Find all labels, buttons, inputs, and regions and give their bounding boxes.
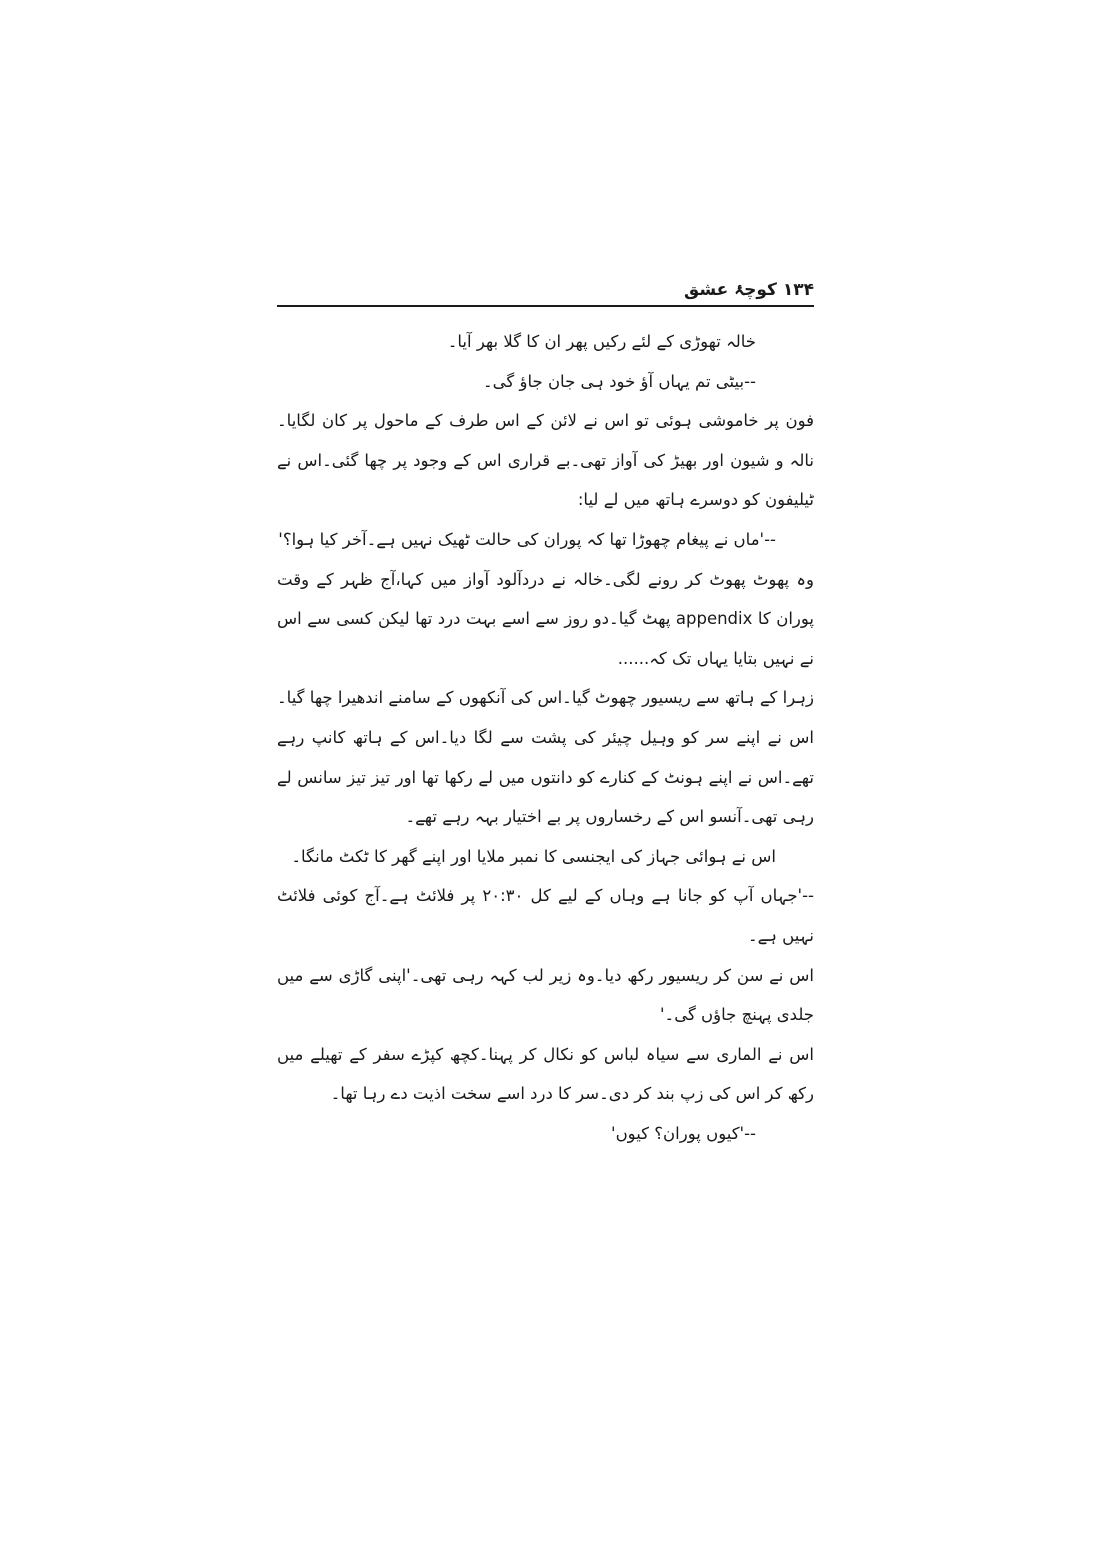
paragraph: زہرا کے ہاتھ سے ریسیور چھوٹ گیا۔اس کی آنکھوں کے سامنے اندھیرا چھا گیا۔اس نے اپنے سر کو وہیل چیئر کی پشت سے لگا دیا۔اس کے ہاتھ کانپ رہے تھے۔اس نے اپنے ہونٹ کے کنارے کو دانتوں میں لے رکھا تھا اور تیز تیز سانس لے رہی تھی۔آنسو اس کے رخساروں پر بے اختیار بہہ رہے تھے۔ [277, 688, 814, 827]
paragraph: --بیٹی تم یہاں آؤ خود ہی جان جاؤ گی۔ [482, 371, 756, 391]
paragraph: --'جہاں آپ کو جانا ہے وہاں کے لیے کل ۲۰:۳۰ پر فلائٹ ہے۔آج کوئی فلائٹ نہیں ہے۔ [277, 886, 814, 945]
paragraph: اس نے سن کر ریسیور رکھ دیا۔وہ زیر لب کہہ رہی تھی۔'اپنی گاڑی سے میں جلدی پہنچ جاؤں گی۔' [277, 965, 814, 1025]
running-header: ۱۳۴ کوچۂ عشق [684, 280, 814, 300]
paragraph: --'ماں نے پیغام چھوڑا تھا کہ پوران کی حالت ٹھیک نہیں ہے۔آخر کیا ہوا؟' [278, 529, 776, 549]
paragraph: --'کیوں پوران؟ کیوں' [611, 1123, 756, 1143]
paragraph: اس نے ہوائی جہاز کی ایجنسی کا نمبر ملایا اور اپنے گھر کا ٹکٹ مانگا۔ [291, 846, 776, 866]
paragraph: خالہ تھوڑی کے لئے رکیں پھر ان کا گلا بھر آیا۔ [447, 332, 756, 351]
paragraph: وہ پھوٹ پھوٹ کر رونے لگی۔خالہ نے دردآلود آواز میں کہا،آج ظہر کے وقت پوران کا appendix پھٹ گیا۔دو روز سے اسے بہت درد تھا لیکن کسی سے اس نے نہیں بتایا یہاں تک کہ...... [277, 569, 814, 668]
header-rule [277, 305, 814, 307]
paragraph: فون پر خاموشی ہوئی تو اس نے لائن کے اس طرف کے ماحول پر کان لگایا۔نالہ و شیون اور بھیڑ کی آواز تھی۔بے قراری اس کے وجود پر چھا گئی۔اس نے ٹیلیفون کو دوسرے ہاتھ میں لے لیا: [277, 411, 814, 510]
body-text [277, 322, 814, 1153]
paragraph: اس نے الماری سے سیاہ لباس کو نکال کر پہنا۔کچھ کپڑے سفر کے تھیلے میں رکھ کر اس کی زپ بند کر دی۔سر کا درد اسے سخت اذیت دے رہا تھا۔ [277, 1044, 814, 1104]
